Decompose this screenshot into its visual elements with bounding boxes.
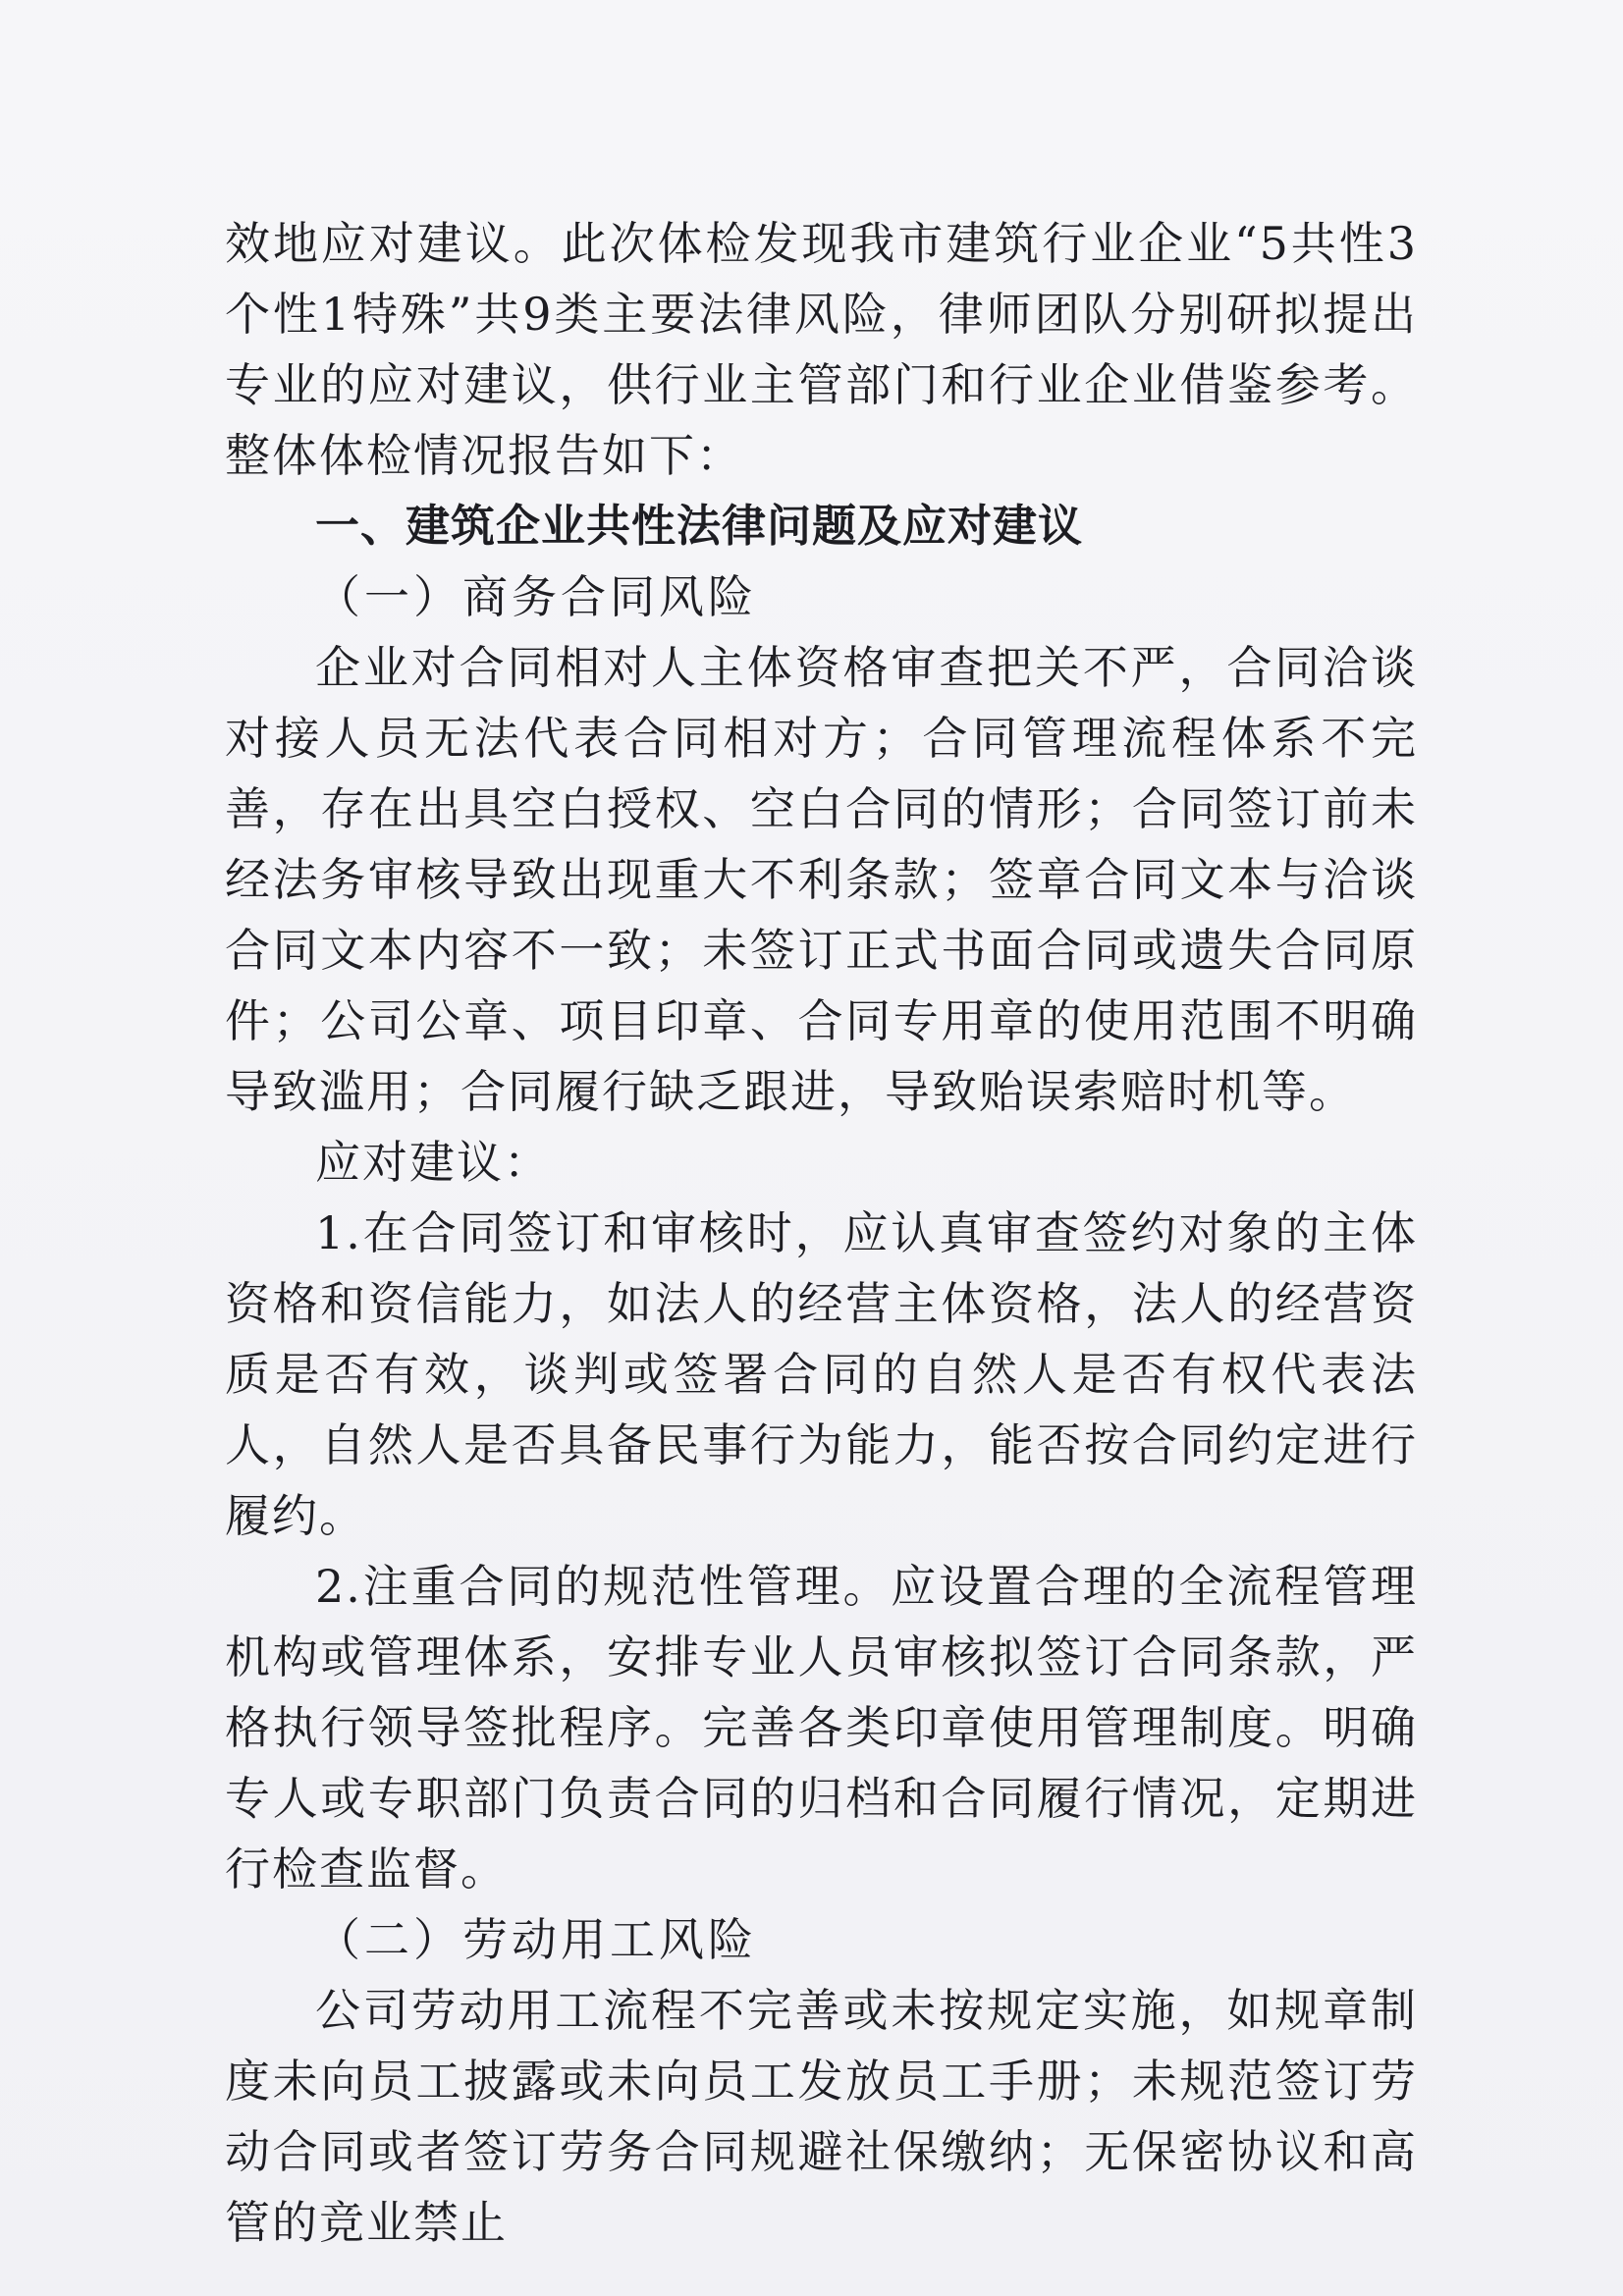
suggestion-label: 应对建议：: [315, 1136, 551, 1189]
subsection-heading-contract: （一）商务合同风险: [315, 570, 757, 623]
section-heading: 一、建筑企业共性法律问题及应对建议: [315, 500, 1084, 552]
subsection-heading-labor: （二）劳动用工风险: [315, 1913, 757, 1966]
intro-paragraph: 效地应对建议。此次体检发现我市建筑行业企业“5共性3个性1特殊”共9类主要法律风险，律师团队分别研拟提出专业的应对建议，供行业主管部门和行业企业借鉴参考。整体体检情况报告如下：: [225, 217, 1418, 482]
contract-risk-paragraph: 企业对合同相对人主体资格审查把关不严，合同洽谈对接人员无法代表合同相对方；合同管理流程体系不完善，存在出具空白授权、空白合同的情形；合同签订前未经法务审核导致出现重大不利条款；签章合同文本与洽谈合同文本内容不一致；未签订正式书面合同或遗失合同原件；公司公章、项目印章、合同专用章的使用范围不明确导致滥用；合同履行缺乏跟进，导致贻误索赔时机等。: [225, 641, 1418, 1118]
suggestion-item-1: 1.在合同签订和审核时，应认真审查签约对象的主体资格和资信能力，如法人的经营主体资格，法人的经营资质是否有效，谈判或签署合同的自然人是否有权代表法人，自然人是否具备民事行为能力，能否按合同约定进行履约。: [225, 1206, 1418, 1542]
labor-risk-paragraph: 公司劳动用工流程不完善或未按规定实施，如规章制度未向员工披露或未向员工发放员工手册；未规范签订劳动合同或者签订劳务合同规避社保缴纳；无保密协议和高管的竞业禁止: [225, 1984, 1418, 2249]
suggestion-item-2: 2.注重合同的规范性管理。应设置合理的全流程管理机构或管理体系，安排专业人员审核拟签订合同条款，严格执行领导签批程序。完善各类印章使用管理制度。明确专人或专职部门负责合同的归档和合同履行情况，定期进行检查监督。: [225, 1560, 1418, 1896]
document-body: [225, 208, 1418, 2258]
